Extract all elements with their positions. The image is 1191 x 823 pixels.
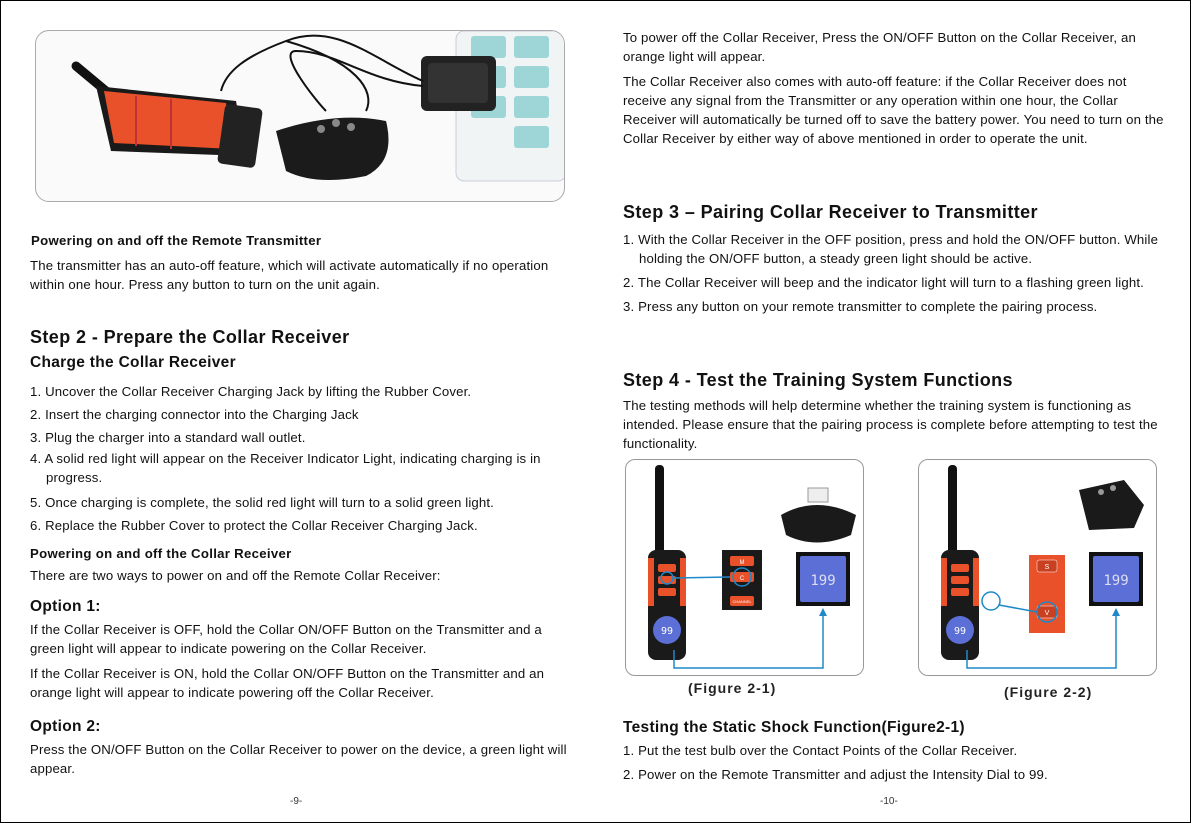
list-item: 3. Plug the charger into a standard wall outlet. [30, 430, 306, 445]
arrow-head [1112, 608, 1120, 616]
step3-heading: Step 3 – Pairing Collar Receiver to Transmitter [623, 202, 1038, 222]
step3-list [623, 230, 1168, 316]
list-item: 2. Insert the charging connector into the Charging Jack [30, 407, 359, 422]
figure-2-1 [625, 459, 864, 676]
collar-receiver-device [276, 118, 389, 180]
list-item: 4. A solid red light will appear on the Receiver Indicator Light, indicating charging is in progress. [30, 451, 541, 485]
figure-2-2-caption: (Figure 2-2) [1004, 684, 1093, 700]
figure-2-1-caption: (Figure 2-1) [688, 680, 777, 696]
charger-illustration [36, 31, 564, 201]
step4-heading: Step 4 - Test the Training System Functions [623, 370, 1013, 390]
list-item: 2. The Collar Receiver will beep and the indicator light will turn to a flashing green light. [623, 275, 1144, 290]
transmitter-device [76, 66, 263, 168]
static-shock-heading: Testing the Static Shock Function(Figure2-1) [623, 719, 965, 736]
option1-heading: Option 1: [30, 598, 101, 615]
connector-line [674, 612, 823, 668]
list-item: 6. Replace the Rubber Cover to protect the Collar Receiver Charging Jack. [30, 518, 478, 533]
collar-receiver-icon [1079, 480, 1144, 530]
collar-receiver-icon [781, 488, 856, 543]
button-panel [722, 550, 762, 610]
transmitter-power-heading: Powering on and off the Remote Transmitter [31, 233, 322, 248]
option1-paragraph-1: If the Collar Receiver is OFF, hold the Collar ON/OFF Button on the Transmitter and a green light will appear to indicate powering on the Collar Receiver. [30, 622, 542, 656]
wall-adapter [421, 56, 496, 111]
list-item: 5. Once charging is complete, the solid red light will turn to a solid green light. [30, 495, 494, 510]
autooff-text: The Collar Receiver also comes with auto-off feature: if the Collar Receiver does not receive any signal from the Transmitter or any operation within one hour, the Collar Receiver will automatically be turned off to save the battery power. You need to turn on the Collar Receiver by either way of above mentioned in order to operate the unit. [623, 74, 1164, 146]
option2-heading: Option 2: [30, 718, 101, 735]
arrow-line [673, 577, 730, 578]
figure-2-2 [918, 459, 1157, 676]
lcd-value: 199 [810, 573, 836, 589]
lcd-screen [796, 552, 850, 606]
list-item: 3. Press any button on your remote transmitter to complete the pairing process. [623, 299, 1098, 314]
button-label: M [739, 560, 745, 566]
button-label: C [739, 576, 745, 582]
page-number-right: -10- [880, 796, 898, 807]
list-item: 2. Power on the Remote Transmitter and adjust the Intensity Dial to 99. [623, 767, 1048, 782]
step2-heading: Step 2 - Prepare the Collar Receiver [30, 327, 350, 347]
list-item: 1. With the Collar Receiver in the OFF position, press and hold the ON/OFF button. While holding the ON/OFF button, a steady green light should be active. [623, 232, 1159, 266]
lcd-value: 199 [1103, 573, 1129, 589]
collar-power-heading: Powering on and off the Collar Receiver [30, 546, 292, 561]
option1-paragraph-2: If the Collar Receiver is ON, hold the Collar ON/OFF Button on the Transmitter and an orange light will appear to indicate powering off the Collar Receiver. [30, 666, 545, 700]
list-item: 1. Uncover the Collar Receiver Charging Jack by lifting the Rubber Cover. [30, 384, 472, 399]
static-shock-list [623, 741, 1168, 784]
transmitter-icon [648, 465, 686, 660]
list-item: 1. Put the test bulb over the Contact Points of the Collar Receiver. [623, 743, 1018, 758]
charging-photo [35, 30, 565, 202]
charge-steps-list [30, 380, 575, 537]
transmitter-power-text: The transmitter has an auto-off feature, which will activate automatically if no operation within one hour. Press any button to turn on the unit again. [30, 258, 549, 292]
button-label: CHANNEL [732, 599, 752, 604]
transmitter-display-value: 99 [660, 626, 674, 637]
page-number-left: -9- [290, 796, 303, 807]
button-label: V [1044, 610, 1050, 617]
collar-power-text: There are two ways to power on and off the Remote Collar Receiver: [30, 568, 441, 583]
poweroff-text: To power off the Collar Receiver, Press the ON/OFF Button on the Collar Receiver, an orange light will appear. [623, 30, 1136, 64]
figure-2-1-illustration [626, 460, 863, 675]
button-panel [1029, 555, 1065, 633]
figure-2-2-illustration [919, 460, 1156, 675]
step4-text: The testing methods will help determine whether the training system is functioning as intended. Please ensure that the pairing process is complete before attempting to test the functionality. [623, 398, 1158, 451]
option2-text: Press the ON/OFF Button on the Collar Receiver to power on the device, a green light will appear. [30, 742, 567, 776]
arrow-head [819, 608, 827, 616]
transmitter-display-value: 99 [953, 626, 967, 637]
button-label: S [1044, 564, 1050, 571]
transmitter-icon [941, 465, 1000, 660]
charge-heading: Charge the Collar Receiver [30, 354, 236, 371]
lcd-screen [1089, 552, 1143, 606]
